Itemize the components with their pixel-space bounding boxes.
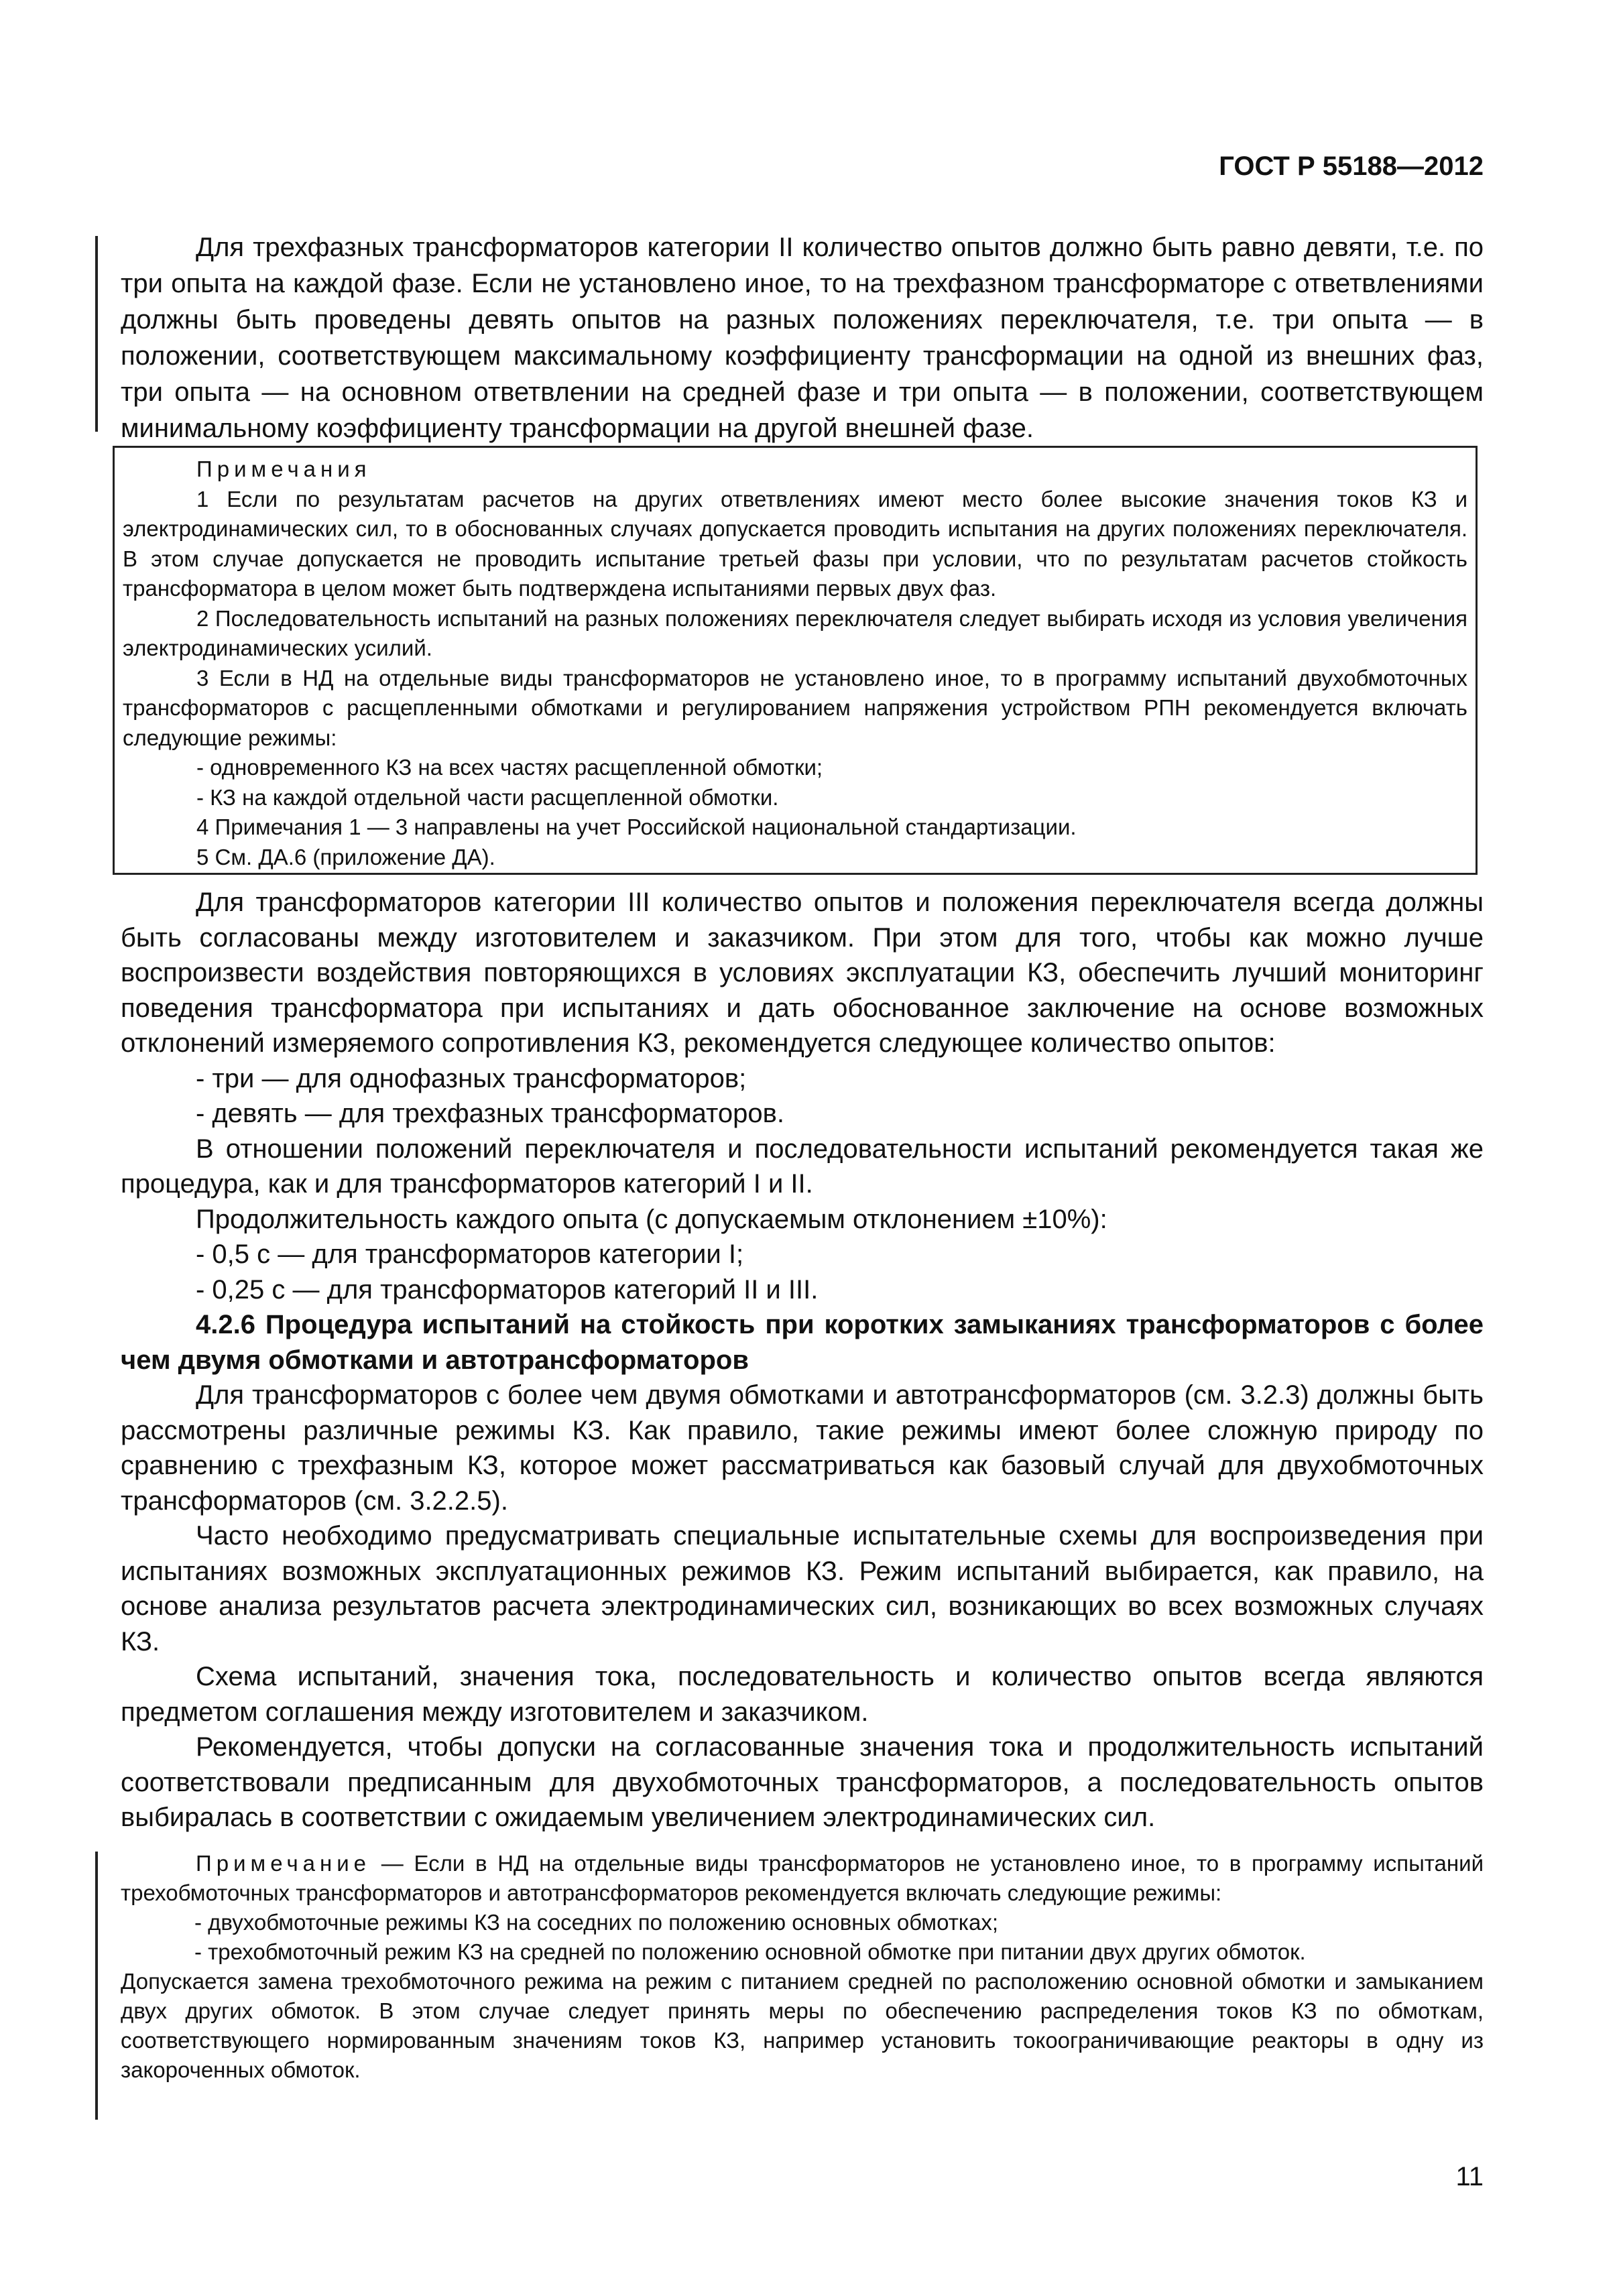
section-paragraph-3: Схема испытаний, значения тока, последовательность и количество опытов всегда являются предметом соглашения между изготовителем и заказчиком. <box>121 1662 1484 1727</box>
notes-box <box>113 446 1478 875</box>
duration-item-2: - 0,25 с — для трансформаторов категорий II и III. <box>196 1274 819 1305</box>
notes-title: Примечания <box>196 457 371 481</box>
final-note-block <box>121 1849 1484 2085</box>
section-heading: 4.2.6 Процедура испытаний на стойкость при коротких замыканиях трансформаторов с более чем двумя обмотками и автотрансформаторов <box>121 1310 1484 1375</box>
note-2: 2 Последовательность испытаний на разных положениях переключателя следует выбирать исходя из условия увеличения электродинамических усилий. <box>123 605 1467 660</box>
note-3-item-2: - КЗ на каждой отдельной части расщепленной обмотки. <box>196 784 779 810</box>
note-4: 4 Примечания 1 — 3 направлены на учет Российской национальной стандартизации. <box>196 814 1077 839</box>
note-5: 5 См. ДА.6 (приложение ДА). <box>196 844 495 869</box>
section-paragraph-2: Часто необходимо предусматривать специальные испытательные схемы для воспроизведения при испытаниях возможных эксплуатационных режимов КЗ. Режим испытаний выбирается, как правило, на основе анализа результатов расчета электродинамических сил, возникающих во всех возможных случаях КЗ. <box>121 1521 1484 1656</box>
final-note-first-line <box>121 1849 1484 1908</box>
final-note-item-2: - трехобмоточный режим КЗ на средней по положению основной обмотке при питании двух других обмоток. <box>194 1939 1306 1964</box>
intro-paragraph: Для трехфазных трансформаторов категории II количество опытов должно быть равно девяти, т.е. по три опыта на каждой фазе. Если не установлено иное, то на трехфазном трансформаторе с ответвлениями должны быть проведены девять опытов на разных положениях переключателя, т.е. три опыта — в положении, соответствующем максимальному коэффициенту трансформации на одной из внешних фаз, три опыта — на основном ответвлении на средней фазе и три опыта — в положении, соответствующем минимальному коэффициенту трансформации на другой внешней фазе. <box>121 233 1484 443</box>
category3-paragraph: Для трансформаторов категории III количество опытов и положения переключателя всегда должны быть согласованы между изготовителем и заказчиком. При этом для того, чтобы как можно лучше воспроизвести воздействия повторяющихся в условиях эксплуатации КЗ, обеспечить лучший мониторинг поведения трансформатора при испытаниях и дать обоснованное заключение на основе возможных отклонений измеряемого сопротивления КЗ, рекомендуется следующее количество опытов: <box>121 888 1484 1058</box>
note-3-item-1: - одновременного КЗ на всех частях расщепленной обмотки; <box>196 755 823 780</box>
standard-code-header: ГОСТ Р 55188—2012 <box>1219 152 1484 181</box>
note-1: 1 Если по результатам расчетов на других ответвлениях имеют место более высокие значения токов КЗ и электродинамических сил, то в обоснованных случаях допускается проводить испытания на других положениях переключателя. В этом случае допускается не проводить испытание третьей фазы при условии, что по результатам расчетов стойкость трансформатора в целом может быть подтверждена испытаниями первых двух фаз. <box>123 486 1467 601</box>
page-number: 11 <box>1455 2162 1484 2191</box>
section-paragraph-1: Для трансформаторов с более чем двумя обмотками и автотрансформаторов (см. 3.2.3) должны быть рассмотрены различные режимы КЗ. Как правило, такие режимы имеют более сложную природу по сравнению с трехфазным КЗ, которое может рассматриваться как базовый случай для двухобмоточных трансформаторов (см. 3.2.2.5). <box>121 1380 1484 1516</box>
category3-item-2: - девять — для трехфазных трансформаторов. <box>196 1099 784 1128</box>
category3-item-1: - три — для однофазных трансформаторов; <box>196 1063 747 1093</box>
intro-block <box>121 229 1484 446</box>
main-text-block <box>121 885 1484 1835</box>
section-paragraph-4: Рекомендуется, чтобы допуски на согласованные значения тока и продолжительность испытаний соответствовали предписанным для двухобмоточных трансформаторов, а последовательность опытов выбиралась в соответствии с ожидаемым увеличением электродинамических сил. <box>121 1732 1484 1832</box>
note-3: 3 Если в НД на отдельные виды трансформаторов не установлено иное, то в программу испытаний двухобмоточных трансформаторов с расщепленными обмотками и регулированием напряжения устройством РПН рекомендуется включать следующие режимы: <box>123 665 1467 750</box>
final-note-continuation: Допускается замена трехобмоточного режима на режим с питанием средней по расположению основной обмотки и замыканием двух других обмоток. В этом случае следует принять меры по обеспечению распределения токов КЗ по обмоткам, соответствующего нормированным значениям токов КЗ, например установить токоограничивающие реакторы в одну из закороченных обмоток. <box>121 1969 1484 2082</box>
final-note-item-1: - двухобмоточные режимы КЗ на соседних по положению основных обмотках; <box>194 1910 998 1935</box>
procedure-paragraph: В отношении положений переключателя и последовательности испытаний рекомендуется такая же процедура, как и для трансформаторов категорий I и II. <box>121 1134 1484 1199</box>
duration-item-1: - 0,5 с — для трансформаторов категории I; <box>196 1240 744 1269</box>
change-bar-bottom <box>95 1852 98 2120</box>
final-note-text: — Если в НД на отдельные виды трансформаторов не установлено иное, то в программу испытаний трехобмоточных трансформаторов и автотрансформаторов рекомендуется включать следующие режимы: <box>121 1851 1484 1905</box>
duration-intro: Продолжительность каждого опыта (с допускаемым отклонением ±10%): <box>196 1204 1107 1234</box>
change-bar-top <box>95 236 98 432</box>
final-note-label: Примечание <box>196 1851 371 1876</box>
